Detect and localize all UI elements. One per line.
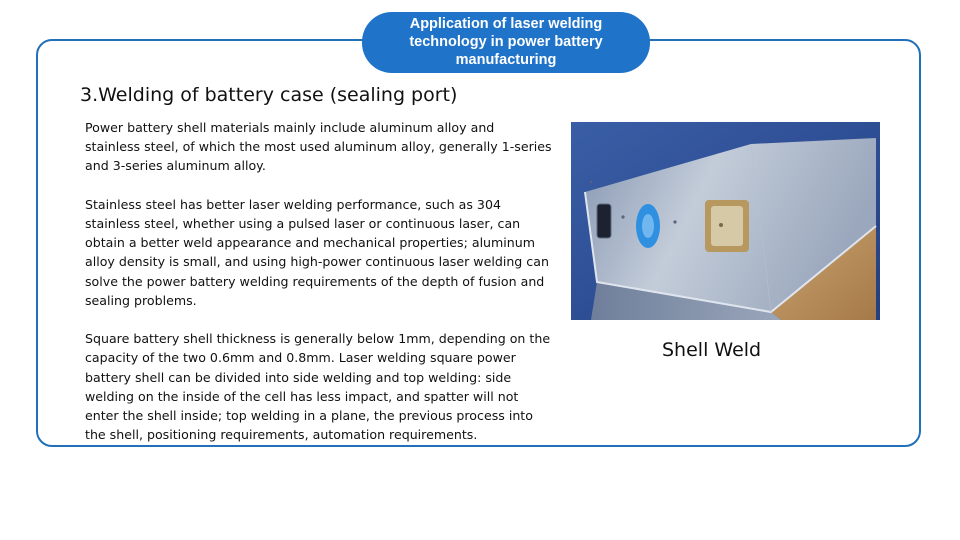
paragraph-shell-thickness: Square battery shell thickness is generally below 1mm, depending on the capacity of the two 0.6mm and 0.8mm. Laser welding square power battery shell can be divided into side welding and top welding: side welding on the inside of the cell has less impact, and spatter will not enter the shell inside; top welding in a plane, the previous process into the shell, positioning requirements, automation requirements. bbox=[85, 331, 551, 443]
section-heading: 3.Welding of battery case (sealing port) bbox=[80, 84, 458, 106]
banner-line-2: technology in power battery bbox=[409, 34, 603, 50]
paragraph-stainless-steel: Stainless steel has better laser welding performance, such as 304 stainless steel, whether using a pulsed laser or continuous laser, can obtain a better weld appearance and mechanical properties; aluminum alloy density is small, and using high-power continuous laser welding can solve the power battery welding requirements of the depth of fusion and sealing problems. bbox=[85, 196, 549, 308]
battery-shell-illustration bbox=[571, 122, 880, 320]
banner-line-1: Application of laser welding bbox=[409, 16, 603, 32]
negative-terminal bbox=[597, 204, 611, 238]
paragraph-materials: Power battery shell materials mainly include aluminum alloy and stainless steel, of which the most used aluminum alloy, generally 1-series and 3-series aluminum alloy. bbox=[85, 120, 552, 174]
body-text bbox=[85, 118, 553, 444]
battery-shell-photo bbox=[571, 122, 880, 320]
title-banner bbox=[362, 12, 650, 73]
figure-caption: Shell Weld bbox=[662, 339, 762, 361]
banner-line-3: manufacturing bbox=[455, 52, 557, 68]
